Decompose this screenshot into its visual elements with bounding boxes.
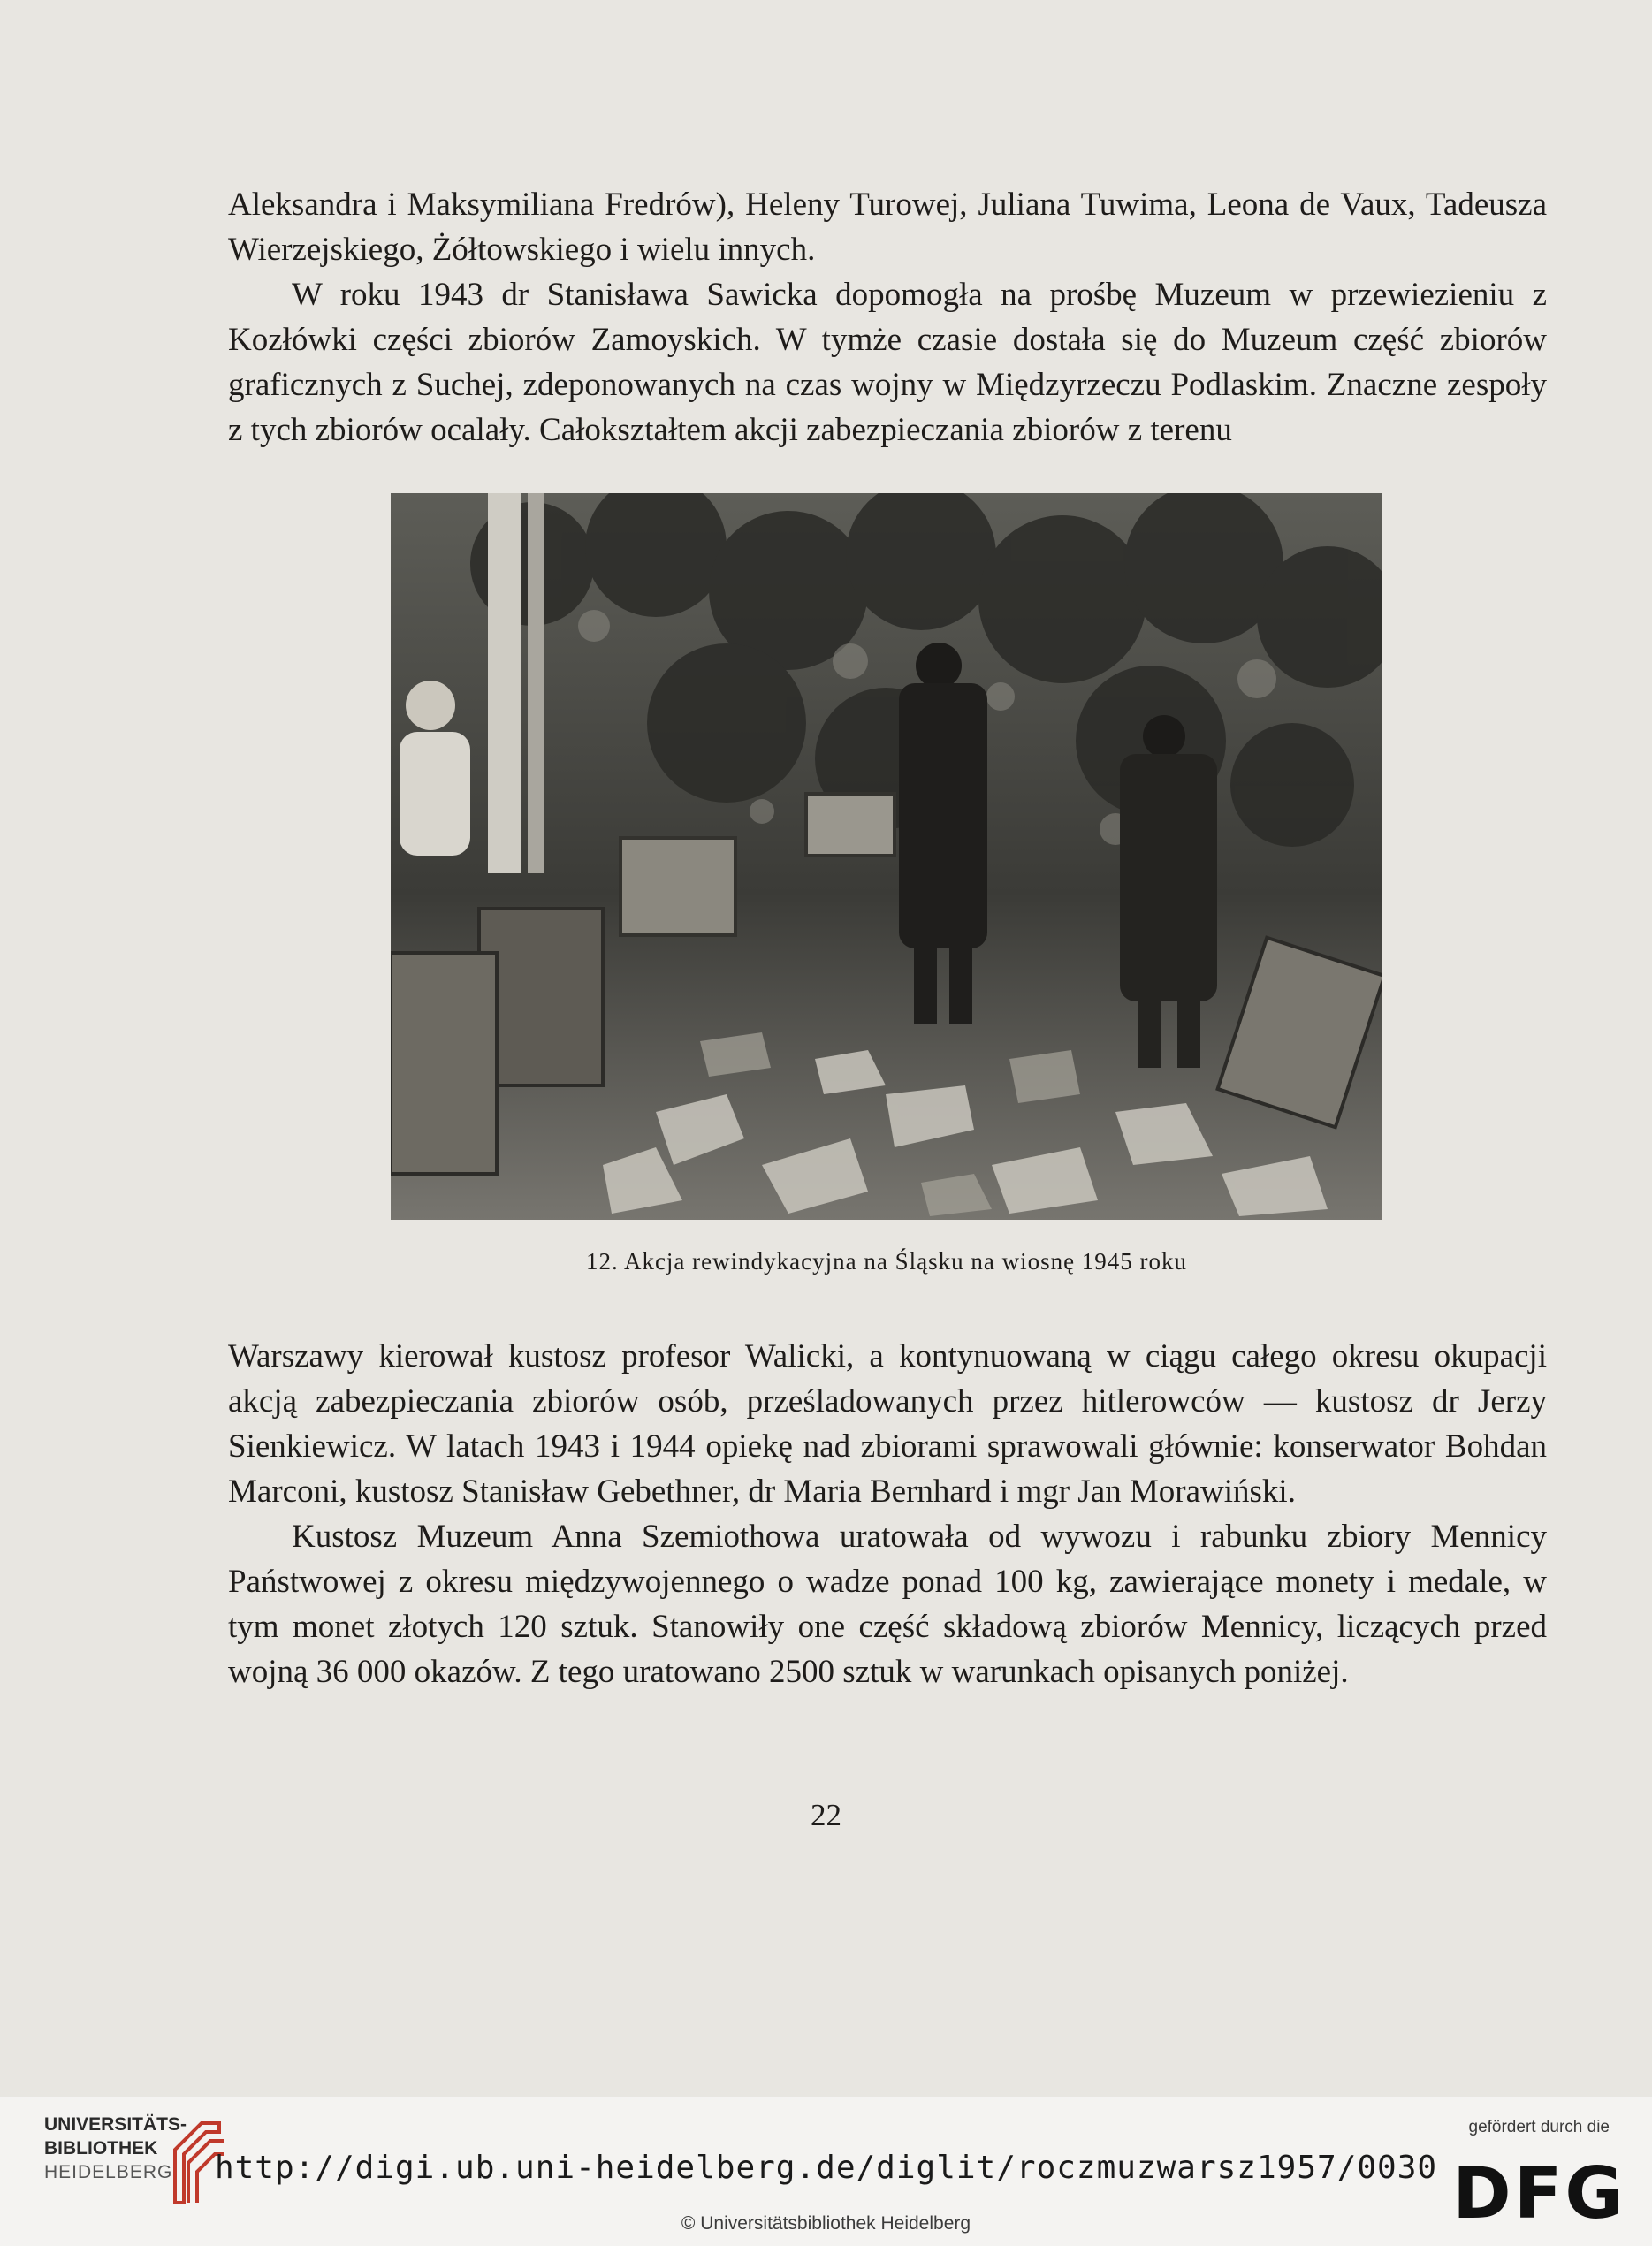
dfg-logo[interactable]: DFG (1452, 2152, 1625, 2235)
paragraph: Aleksandra i Maksymiliana Fredrów), Heleny Turowej, Juliana Tuwima, Leona de Vaux, Tadeusza Wierzejskiego, Żółtowskiego i wielu innych. (228, 187, 1547, 268)
text-block-bottom (228, 1334, 1547, 1694)
library-name-line-1: UNIVERSITÄTS- (44, 2114, 187, 2135)
digital-library-footer (0, 2097, 1652, 2246)
paragraph: W roku 1943 dr Stanisława Sawicka dopomogła na prośbę Muzeum w przewiezieniu z Kozłówki części zbiorów Zamoyskich. W tymże czasie dostała się do Muzeum część zbiorów graficznych z Suchej, zdeponowanych na czas wojny w Międzyrzeczu Podlaskim. Znaczne zespoły z tych zbiorów ocalały. Całokształtem akcji zabezpieczania zbiorów z terenu (228, 277, 1547, 448)
paragraph: Kustosz Muzeum Anna Szemiothowa uratowała od wywozu i rabunku zbiory Mennicy Państwowej z okresu międzywojennego o wadze ponad 100 kg, zawierające monety i medale, w tym monet złotych 120 sztuk. Stanowiły one część składową zbiorów Mennicy, liczących przed wojną 36 000 okazów. Z tego uratowano 2500 sztuk w warunkach opisanych poniżej. (228, 1519, 1547, 1690)
paragraph: Warszawy kierował kustosz profesor Walicki, a kontynuowaną w ciągu całego okresu okupacji akcją zabezpieczania zbiorów osób, prześladowanych przez hitlerowców — kustosz dr Jerzy Sienkiewicz. W latach 1943 i 1944 opiekę nad zbiorami sprawowali głównie: konserwator Bohdan Marconi, kustosz Stanisław Gebethner, dr Maria Bernhard i mgr Jan Morawiński. (228, 1338, 1547, 1510)
archival-photograph (391, 493, 1382, 1220)
photo-illustration (391, 493, 1382, 1220)
figure-caption: 12. Akcja rewindykacyjna na Śląsku na wiosnę 1945 roku (585, 1248, 1188, 1275)
text-block-top (228, 182, 1547, 453)
permalink-url[interactable]: http://digi.ub.uni-heidelberg.de/diglit/roczmuzwarsz1957/0030 (214, 2150, 1438, 2186)
library-name-line-2: BIBLIOTHEK (44, 2138, 158, 2158)
library-name-line-3: HEIDELBERG (44, 2162, 173, 2182)
copyright-notice: © Universitätsbibliothek Heidelberg (681, 2213, 971, 2234)
page-number: 22 (811, 1798, 841, 1832)
funding-note: gefördert durch die (1468, 2118, 1610, 2136)
